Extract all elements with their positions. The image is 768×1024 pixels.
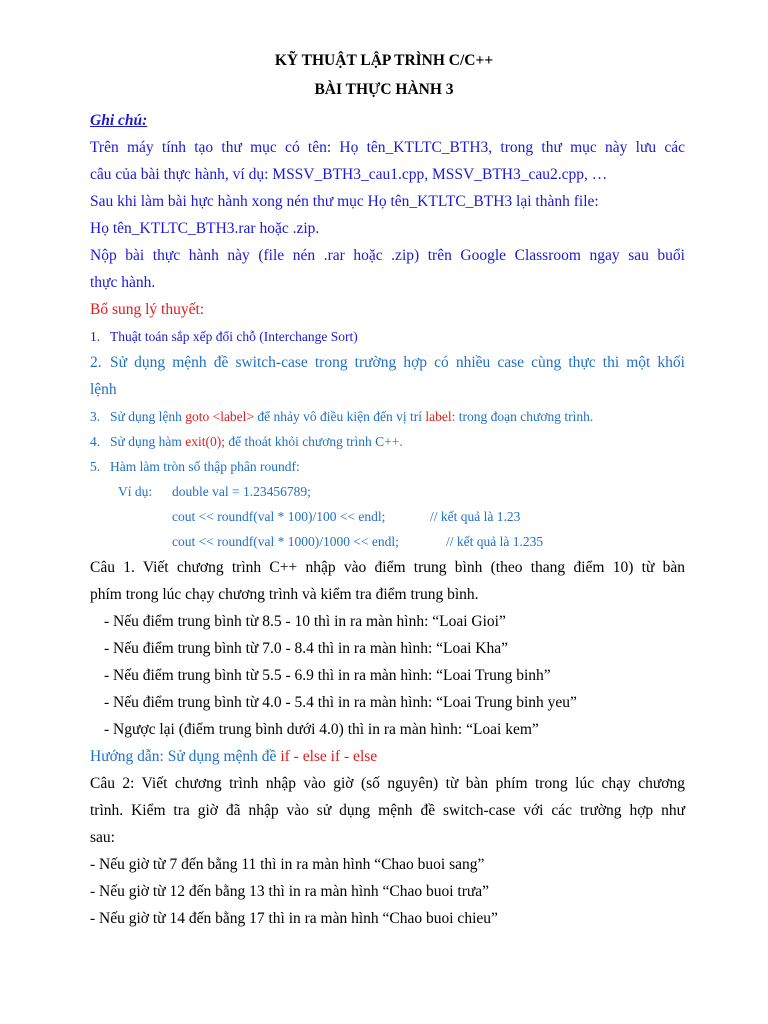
theory-item-4-post: để thoát khỏi chương trình C++.: [224, 434, 403, 449]
example-code-1: double val = 1.23456789;: [172, 484, 311, 499]
theory-item-1-text: Thuật toán sắp xếp đổi chỗ (Interchange Sort): [110, 329, 358, 344]
exit-keyword: exit(0);: [185, 434, 225, 449]
question-2-line-b: trình. Kiểm tra giờ đã nhập vào sử dụng mệnh đề switch-case với các trường hợp như: [90, 802, 685, 819]
note-heading: Ghi chú:: [90, 112, 148, 129]
theory-item-4-pre: Sử dụng hàm: [110, 434, 186, 449]
example-line-2: [172, 509, 520, 525]
example-label: Ví dụ:: [118, 484, 153, 499]
example-comment-3: // kết quả là 1.235: [446, 534, 544, 549]
goto-keyword: goto <label>: [185, 409, 255, 424]
theory-item-1-number: 1.: [90, 329, 101, 344]
question-1-line-b: phím trong lúc chạy chương trình và kiểm tra điểm trung bình.: [90, 586, 479, 603]
theory-item-2-text: Sử dụng mệnh đề switch-case trong trường hợp có nhiều case cùng thực thi một khối: [110, 354, 685, 371]
theory-item-4-number: 4.: [90, 434, 101, 449]
note-line-1b: câu của bài thực hành, ví dụ: MSSV_BTH3_cau1.cpp, MSSV_BTH3_cau2.cpp, …: [90, 166, 608, 183]
label-keyword: label: [425, 409, 452, 424]
theory-item-3-number: 3.: [90, 409, 101, 424]
note-line-2a: Sau khi làm bài hực hành xong nén thư mục Họ tên_KTLTC_BTH3 lại thành file:: [90, 193, 599, 210]
question-2-line-c: sau:: [90, 829, 115, 846]
question-1-case-3: - Nếu điểm trung bình từ 5.5 - 6.9 thì in ra màn hình: “Loai Trung binh”: [104, 667, 551, 684]
example-line-1: [118, 484, 311, 500]
note-line-3a: Nộp bài thực hành này (file nén .rar hoặc .zip) trên Google Classroom ngay sau buổi: [90, 247, 685, 264]
question-1-case-5: - Ngược lại (điểm trung bình dưới 4.0) thì in ra màn hình: “Loai kem”: [104, 721, 539, 738]
question-1-hint-code: if - else if - else: [280, 748, 378, 765]
theory-item-3-mid: để nhảy vô điều kiện đến vị trí: [254, 409, 426, 424]
question-1-line-a: Câu 1. Viết chương trình C++ nhập vào điểm trung bình (theo thang điểm 10) từ bàn: [90, 559, 685, 576]
note-line-2b: Họ tên_KTLTC_BTH3.rar hoặc .zip.: [90, 220, 320, 237]
theory-item-2b: lệnh: [90, 381, 117, 398]
example-comment-2: // kết quả là 1.23: [430, 509, 521, 524]
theory-item-1: [90, 329, 358, 345]
question-2-line-a: Câu 2: Viết chương trình nhập vào giờ (số nguyên) từ bàn phím trong lúc chạy chương: [90, 775, 685, 792]
theory-item-5: [90, 459, 300, 475]
question-1-case-4: - Nếu điểm trung bình từ 4.0 - 5.4 thì in ra màn hình: “Loai Trung binh yeu”: [104, 694, 577, 711]
example-line-3: [172, 534, 543, 550]
document-title: KỸ THUẬT LẬP TRÌNH C/C++: [274, 52, 494, 69]
example-code-2: cout << roundf(val * 100)/100 << endl;: [172, 509, 386, 524]
question-1-case-2: - Nếu điểm trung bình từ 7.0 - 8.4 thì in ra màn hình: “Loai Kha”: [104, 640, 508, 657]
theory-item-5-text: Hàm làm tròn số thập phân roundf:: [110, 459, 300, 474]
theory-item-2a: [90, 354, 685, 372]
theory-item-2-number: 2.: [90, 354, 102, 371]
theory-item-3: [90, 409, 593, 425]
example-code-3: cout << roundf(val * 1000)/1000 << endl;: [172, 534, 399, 549]
question-2-case-2: - Nếu giờ từ 12 đến bằng 13 thì in ra màn hình “Chao buoi trưa”: [90, 883, 490, 900]
question-1-case-1: - Nếu điểm trung bình từ 8.5 - 10 thì in ra màn hình: “Loai Gioi”: [104, 613, 506, 630]
document-subtitle: BÀI THỰC HÀNH 3: [314, 81, 454, 98]
note-line-3b: thực hành.: [90, 274, 156, 291]
theory-item-3-post: : trong đoạn chương trình.: [451, 409, 594, 424]
theory-item-3-pre: Sử dụng lệnh: [110, 409, 186, 424]
supplement-heading: Bổ sung lý thuyết:: [90, 301, 205, 318]
theory-item-5-number: 5.: [90, 459, 101, 474]
question-1-hint: [90, 748, 377, 766]
question-2-case-1: - Nếu giờ từ 7 đến bằng 11 thì in ra màn hình “Chao buoi sang”: [90, 856, 485, 873]
question-1-hint-pre: Hướng dẫn: Sử dụng mệnh đề: [90, 748, 281, 765]
question-2-case-3: - Nếu giờ từ 14 đến bằng 17 thì in ra màn hình “Chao buoi chieu”: [90, 910, 498, 927]
theory-item-4: [90, 434, 403, 450]
note-line-1a: Trên máy tính tạo thư mục có tên: Họ tên_KTLTC_BTH3, trong thư mục này lưu các: [90, 139, 685, 156]
